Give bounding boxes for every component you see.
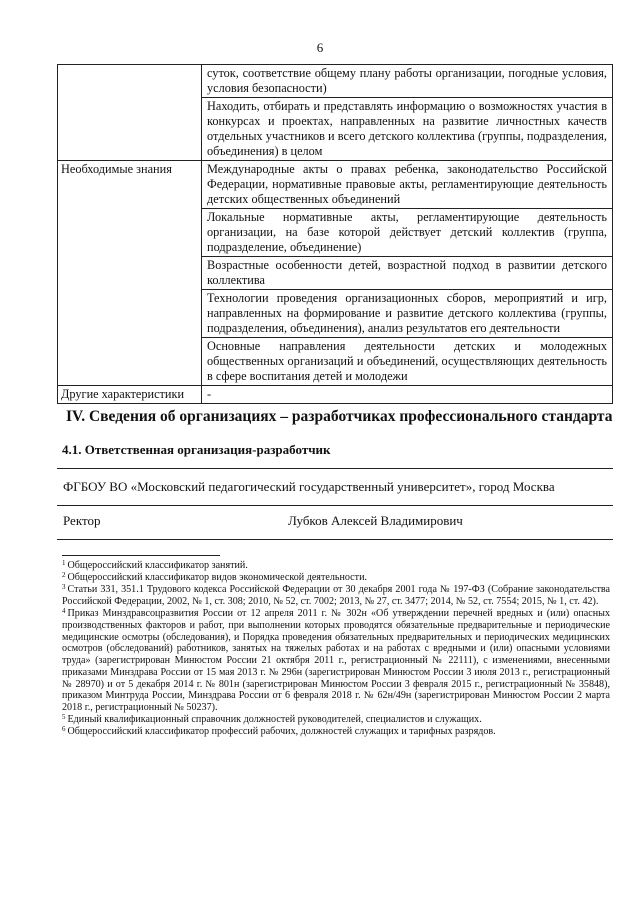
footnote-rule [62, 555, 220, 556]
skill-cell: суток, соответствие общему плану работы организации, погодные условия, условия безопасности) [202, 65, 613, 98]
footnote [62, 572, 610, 584]
footnote-text: Общероссийский классификатор видов экономической деятельности. [67, 572, 367, 584]
footnote-text: Общероссийский классификатор профессий рабочих, должностей служащих и тарифных разрядов. [67, 726, 496, 738]
knowledge-cell: Локальные нормативные акты, регламентирующие деятельность организации, на базе которой действует детский коллектив (группа, подразделение, объединение) [202, 209, 613, 257]
section-title: IV. Сведения об организациях – разработчиках профессионального стандарта [66, 408, 613, 425]
knowledge-cell: Основные направления деятельности детских и молодежных общественных организаций и объединений, осуществляющих деятельность в сфере воспитания детей и молодежи [202, 338, 613, 386]
footnote-number: 5 [62, 713, 66, 722]
organization-box [57, 468, 613, 540]
competency-table [57, 64, 613, 404]
table-row [58, 386, 613, 404]
organization-role: Ректор [63, 513, 101, 528]
row-label-knowledge: Необходимые знания [58, 161, 202, 386]
footnote-text: Общероссийский классификатор занятий. [67, 560, 248, 571]
row-label-empty [58, 65, 202, 161]
footnote [62, 560, 610, 572]
knowledge-cell: Международные акты о правах ребенка, законодательство Российской Федерации, нормативные правовые акты, регламентирующие деятельность детских общественных объединений [202, 161, 613, 209]
organization-name: ФГБОУ ВО «Московский педагогический государственный университет», город Москва [63, 479, 555, 494]
organization-person: Лубков Алексей Владимирович [288, 513, 463, 528]
skill-cell: Находить, отбирать и представлять информацию о возможностях участия в конкурсах и проектах, направленных на развитие личностных качеств отдельных участников и всего детского коллектива (группы, подразделения, объединения) в целом [202, 98, 613, 161]
footnote-number: 3 [62, 583, 66, 592]
divider [57, 505, 613, 506]
footnote-number: 4 [62, 607, 66, 616]
table-row [58, 65, 613, 98]
footnote [62, 584, 610, 607]
footnote [62, 726, 610, 738]
footnote [62, 714, 610, 726]
footnote-text: Приказ Минздравсоцразвития России от 12 апреля 2011 г. № 302н «Об утверждении перечней вредных и (или) опасных производственных факторов и работ, при выполнении которых проводятся обязательные предварительные и периодические медицинские осмотры (обследования), и Порядка проведения обязательных предварительных и периодических медицинских осмотров (обследований) работников, занятых на тяжелых работах и на работах с вредными и (или) опасными условиями труда» (зарегистрирован Минюстом России 21 октября 2011 г., регистрационный № 22111), с изменениями, внесенными приказами Минздрава России от 15 мая 2013 г. № 296н (зарегистрирован Минюстом России 3 июля 2013 г., регистрационный № 28970) и от 5 декабря 2014 г. № 801н (зарегистрирован Минюстом России 3 февраля 2015 г., регистрационный № 35848), приказом Минтруда России, Минздрава России от 6 февраля 2018 г. № 62н/49н (зарегистрирован Минюстом России 2 марта 2018 г., регистрационный № 50237). [62, 608, 610, 713]
footnote-number: 2 [62, 571, 66, 580]
other-cell: - [202, 386, 613, 404]
footnote-text: Статьи 331, 351.1 Трудового кодекса Российской Федерации от 30 декабря 2001 года № 197-ФЗ (Собрание законодательства Российской Федерации, 2002, № 1, ст. 308; 2010, № 52, ст. 7002; 2013, № 27, ст. 3477; 2014, № 52, ст. 7554; 2015, № 1, ст. 42). [62, 584, 610, 608]
footnote-number: 1 [62, 559, 66, 567]
row-label-other: Другие характеристики [58, 386, 202, 404]
page-number: 6 [316, 40, 324, 55]
footnote [62, 608, 610, 713]
knowledge-cell: Возрастные особенности детей, возрастной подход в развитии детского коллектива [202, 257, 613, 290]
knowledge-cell: Технологии проведения организационных сборов, мероприятий и игр, направленных на формирование и развитие детского коллектива (группы, подразделения, объединения), анализ результатов его деятельности [202, 290, 613, 338]
subsection-title: 4.1. Ответственная организация-разработчик [62, 442, 331, 457]
footnotes [62, 560, 610, 739]
footnote-text: Единый квалификационный справочник должностей руководителей, специалистов и служащих. [67, 714, 482, 726]
footnote-number: 6 [62, 725, 66, 734]
table-row [58, 161, 613, 209]
